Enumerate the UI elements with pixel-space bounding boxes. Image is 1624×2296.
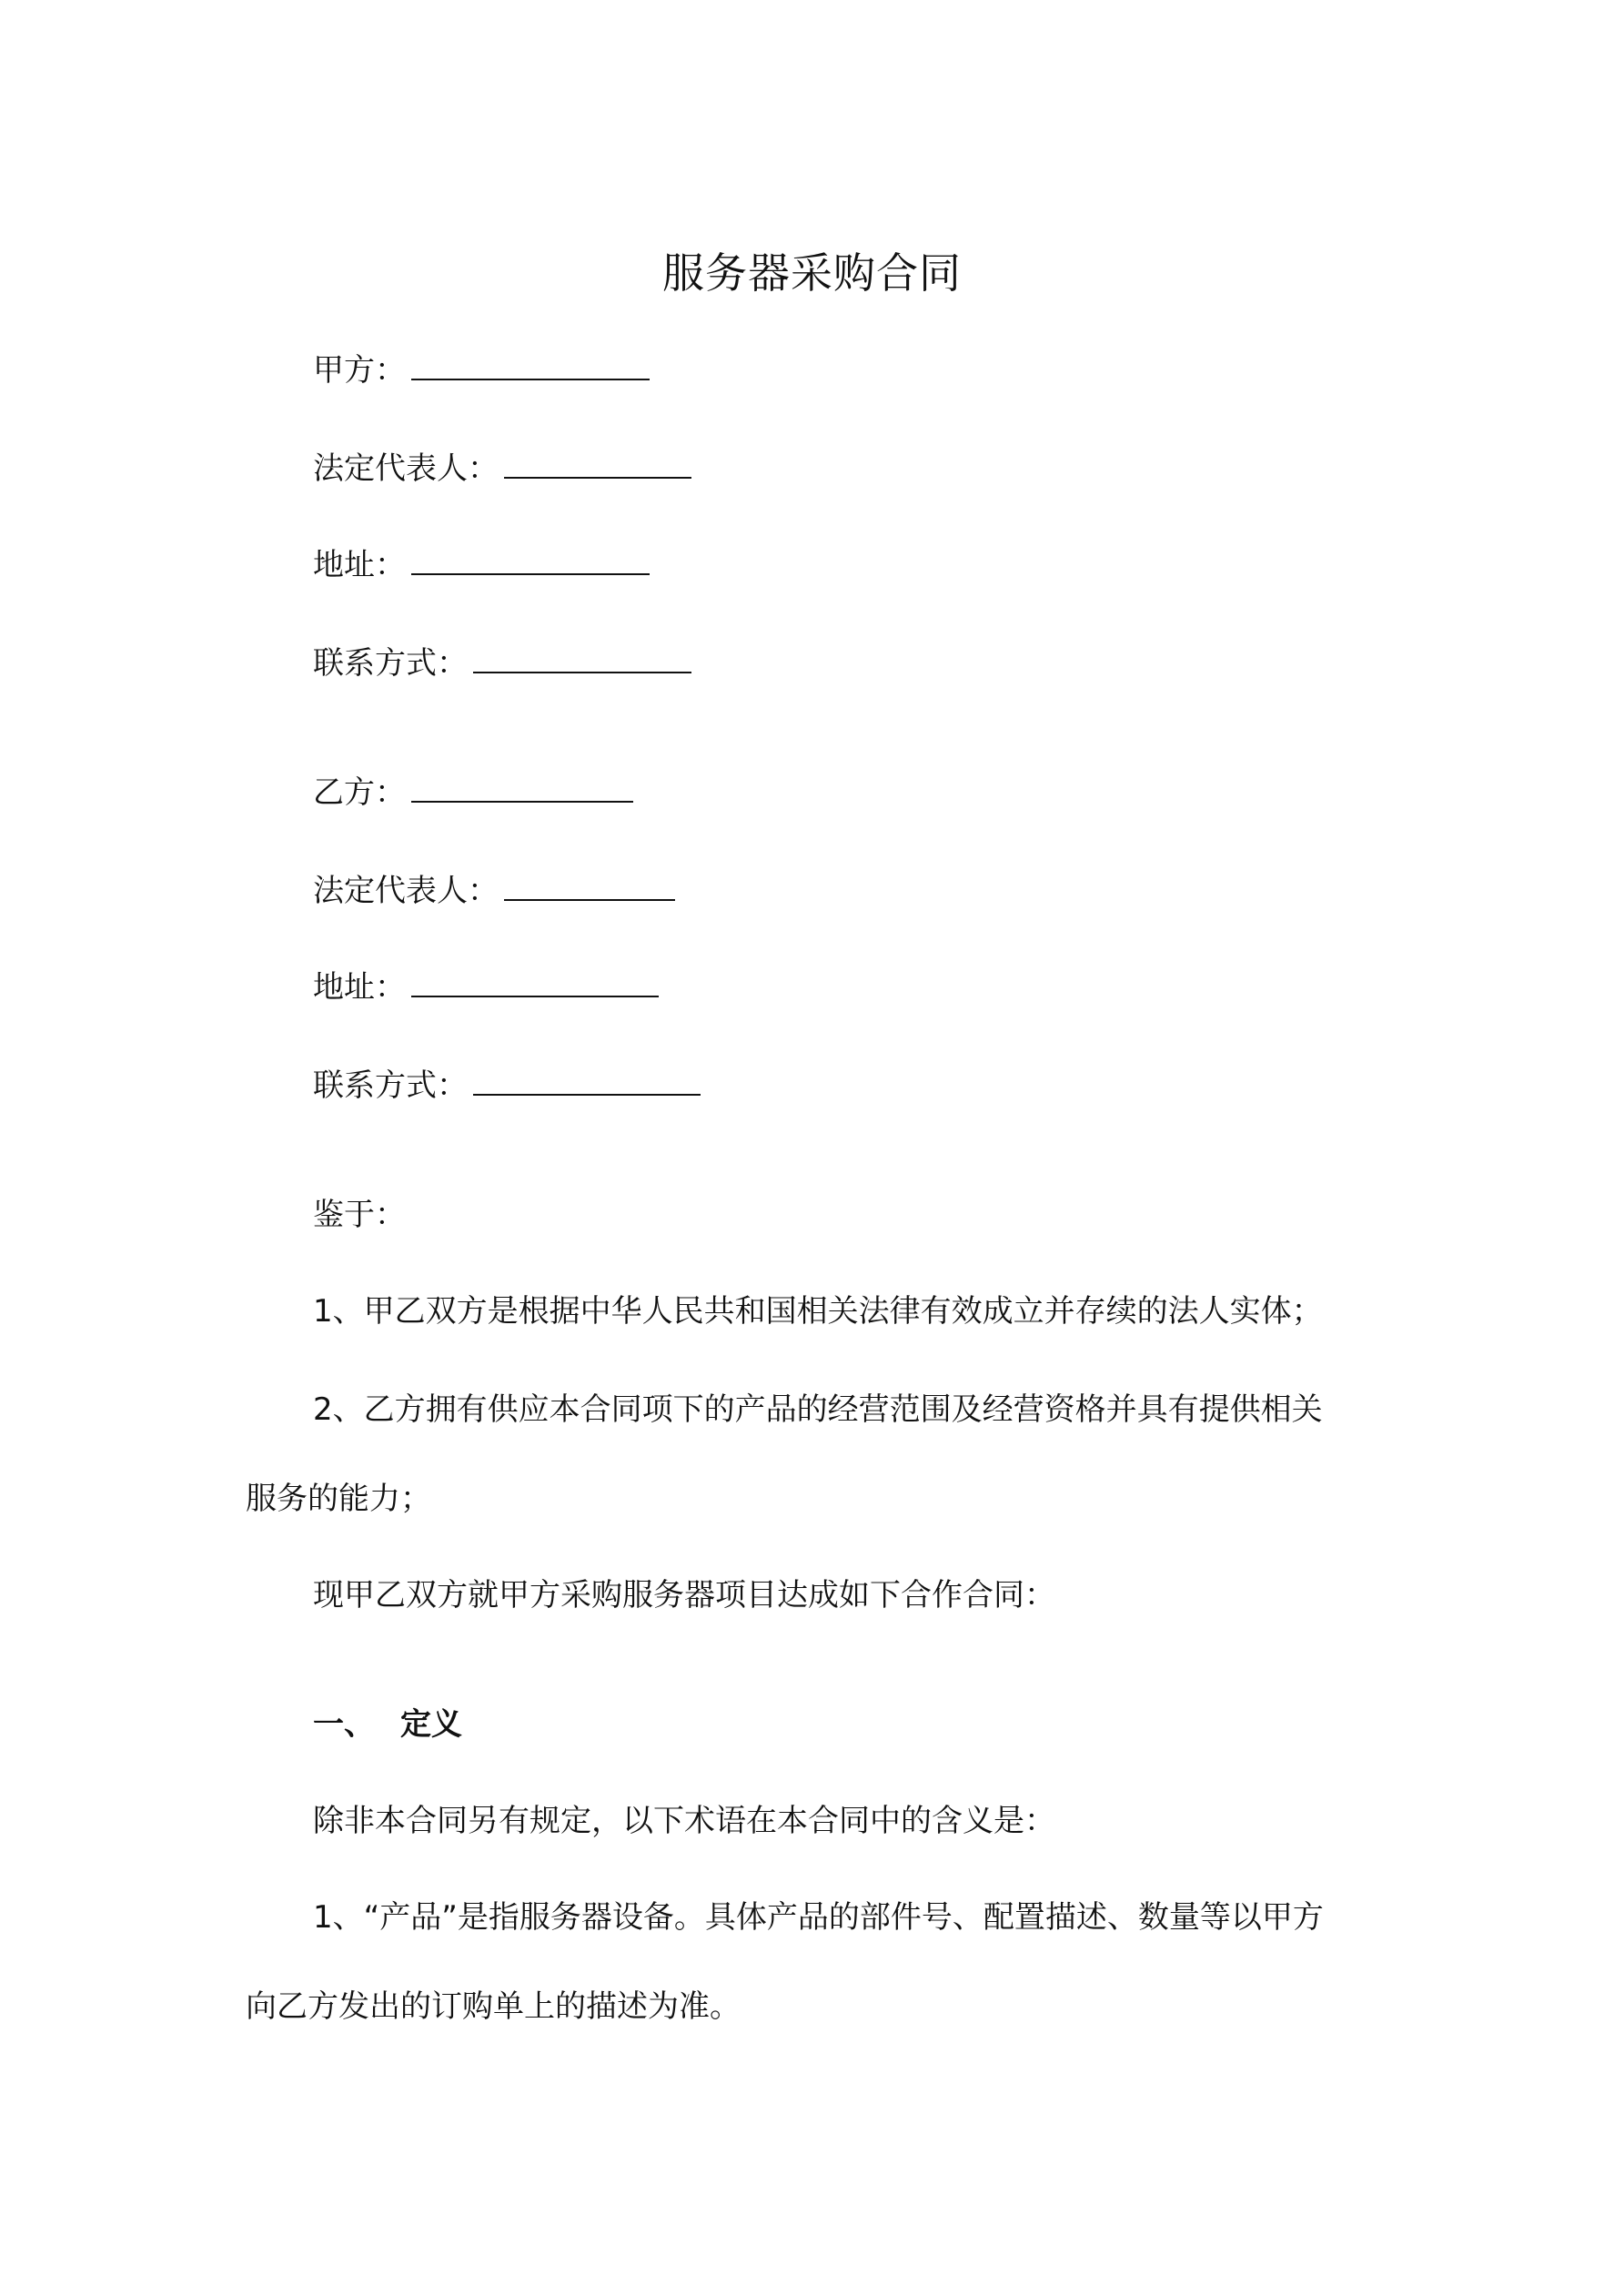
party-a-address-label: 地址： bbox=[313, 547, 406, 583]
party-b-address-blank[interactable] bbox=[411, 965, 659, 997]
party-b-contact-blank[interactable] bbox=[473, 1063, 701, 1096]
section-1-title: 定义 bbox=[400, 1706, 462, 1743]
whereas-label: 鉴于： bbox=[313, 1197, 406, 1233]
section-1-heading bbox=[313, 1704, 462, 1745]
party-a-rep-label: 法定代表人： bbox=[313, 450, 499, 487]
party-a-contact-line bbox=[313, 641, 691, 684]
recital-1: 1、甲乙双方是根据中华人民共和国相关法律有效成立并存续的法人实体； bbox=[313, 1293, 1323, 1330]
party-a-contact-blank[interactable] bbox=[473, 641, 691, 673]
party-b-blank[interactable] bbox=[411, 770, 633, 803]
party-b-address-line bbox=[313, 965, 659, 1008]
recital-2-line-1: 2、乙方拥有供应本合同项下的产品的经营范围及经营资格并具有提供相关 bbox=[313, 1391, 1323, 1428]
party-a-blank[interactable] bbox=[411, 348, 650, 380]
party-b-label: 乙方： bbox=[313, 774, 406, 811]
section-1-intro: 除非本合同另有规定，以下术语在本合同中的含义是： bbox=[313, 1803, 1055, 1839]
definition-1-line-2: 向乙方发出的订购单上的描述为准。 bbox=[246, 1988, 741, 2025]
party-b-line bbox=[313, 770, 633, 814]
party-a-address-line bbox=[313, 542, 650, 586]
party-a-rep-blank[interactable] bbox=[504, 446, 691, 479]
definition-1-line-1: 1、“产品”是指服务器设备。具体产品的部件号、配置描述、数量等以甲方 bbox=[313, 1899, 1324, 1936]
party-a-rep-line bbox=[313, 446, 691, 490]
party-a-label: 甲方： bbox=[313, 352, 406, 389]
agreement-statement: 现甲乙双方就甲方采购服务器项目达成如下合作合同： bbox=[313, 1577, 1055, 1613]
document-title: 服务器采购合同 bbox=[662, 248, 962, 298]
party-b-rep-line bbox=[313, 868, 675, 912]
party-a-address-blank[interactable] bbox=[411, 542, 650, 575]
party-b-rep-blank[interactable] bbox=[504, 868, 675, 901]
party-b-contact-line bbox=[313, 1063, 701, 1107]
party-b-rep-label: 法定代表人： bbox=[313, 873, 499, 909]
party-a-line bbox=[313, 348, 650, 391]
section-1-number: 一、 bbox=[313, 1706, 375, 1743]
party-b-address-label: 地址： bbox=[313, 969, 406, 1006]
party-a-contact-label: 联系方式： bbox=[313, 645, 468, 682]
recital-2-line-2: 服务的能力； bbox=[246, 1481, 431, 1517]
party-b-contact-label: 联系方式： bbox=[313, 1067, 468, 1104]
